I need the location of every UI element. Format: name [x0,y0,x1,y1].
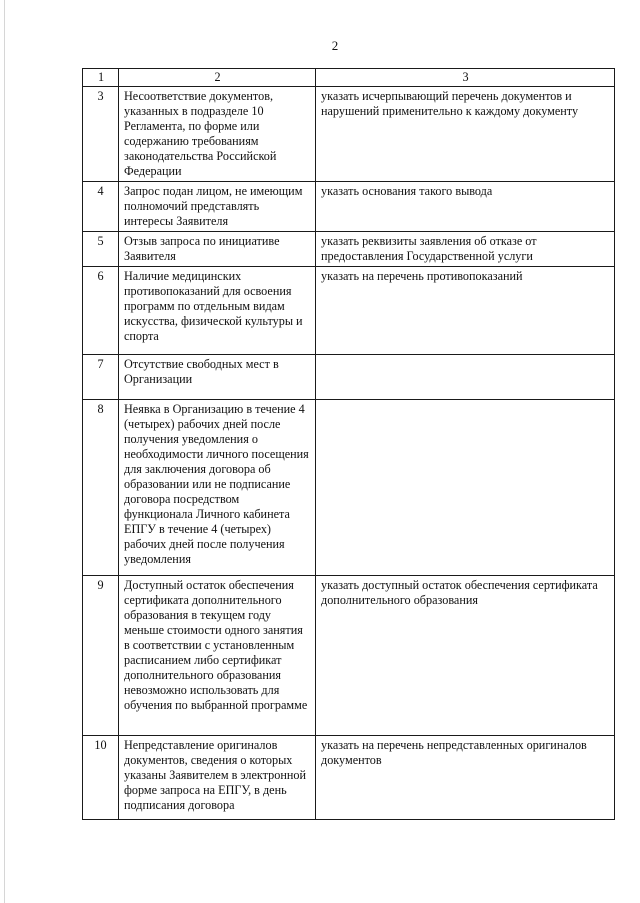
row-action: указать реквизиты заявления об отказе от предоставления Государственной услуги [316,232,615,267]
table-row [83,267,615,355]
header-cell-2: 2 [119,69,316,87]
row-reason: Неявка в Организацию в течение 4 (четырех) рабочих дней после получения уведомления о необходимости личного посещения для заключения договора об образовании или не подписание договора посредством функционала Личного кабинета ЕПГУ в течение 4 (четырех) рабочих дней после получения уведомления [119,400,316,576]
row-action [316,400,615,576]
table-row [83,576,615,736]
row-number: 5 [83,232,119,267]
row-number: 7 [83,355,119,400]
refusal-reasons-table [82,68,615,820]
row-number: 8 [83,400,119,576]
row-action: указать доступный остаток обеспечения сертификата дополнительного образования [316,576,615,736]
row-number: 3 [83,87,119,182]
row-number: 6 [83,267,119,355]
row-action [316,355,615,400]
header-cell-1: 1 [83,69,119,87]
row-action: указать на перечень противопоказаний [316,267,615,355]
table-row [83,87,615,182]
row-action: указать на перечень непредставленных оригиналов документов [316,736,615,820]
table-row [83,182,615,232]
page-number: 2 [331,38,339,53]
row-action: указать исчерпывающий перечень документов и нарушений применительно к каждому документу [316,87,615,182]
table-header-row [83,69,615,87]
scan-edge [4,0,5,903]
row-reason: Отзыв запроса по инициативе Заявителя [119,232,316,267]
row-reason: Непредставление оригиналов документов, сведения о которых указаны Заявителем в электронной форме запроса на ЕПГУ, в день подписания договора [119,736,316,820]
table-row [83,400,615,576]
row-reason: Доступный остаток обеспечения сертификата дополнительного образования в текущем году меньше стоимости одного занятия в соответствии с установленным расписанием либо сертификат дополнительного образования невозможно использовать для обучения по выбранной программе [119,576,316,736]
table-row [83,355,615,400]
row-action: указать основания такого вывода [316,182,615,232]
row-number: 10 [83,736,119,820]
header-cell-3: 3 [316,69,615,87]
row-reason: Запрос подан лицом, не имеющим полномочий представлять интересы Заявителя [119,182,316,232]
row-reason: Несоответствие документов, указанных в подразделе 10 Регламента, по форме или содержанию требованиям законодательства Российской Федерации [119,87,316,182]
table-row [83,736,615,820]
row-reason: Наличие медицинских противопоказаний для освоения программ по отдельным видам искусства, физической культуры и спорта [119,267,316,355]
row-number: 4 [83,182,119,232]
table-row [83,232,615,267]
row-number: 9 [83,576,119,736]
row-reason: Отсутствие свободных мест в Организации [119,355,316,400]
